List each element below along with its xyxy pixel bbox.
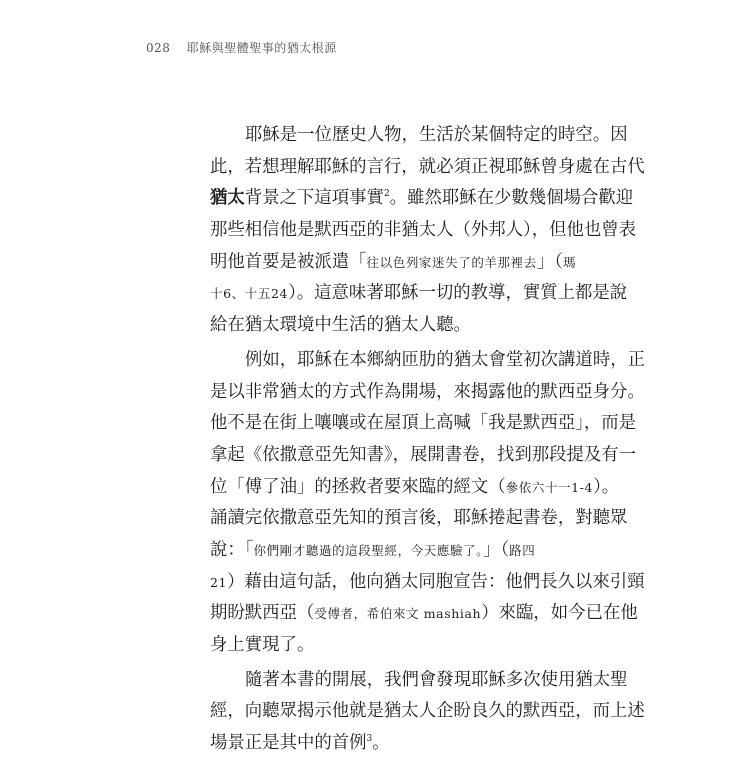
text-span: 給在猶太環境中生活的猶太人聽。 — [210, 315, 471, 336]
text-span: 。 — [372, 733, 390, 754]
footnote-marker: 3 — [366, 734, 373, 745]
text-span: 耶穌是一位歷史人物，生活於某個特定的時空。因 — [245, 125, 628, 145]
text-line — [210, 377, 645, 409]
text-span: 期盼默西亞（ — [210, 603, 315, 624]
body-text — [210, 120, 645, 760]
text-line — [210, 535, 570, 567]
text-line — [210, 567, 645, 599]
quoted-text: 21 — [210, 574, 228, 590]
page-number: 028 — [146, 41, 171, 55]
emphasis-text: 猶太 — [210, 188, 245, 209]
text-span: 」（ — [483, 539, 510, 560]
text-line — [210, 503, 628, 535]
text-line — [210, 696, 645, 728]
text-span: 。雖然耶穌在少數幾個場合歡迎 — [389, 188, 634, 209]
text-line — [210, 408, 637, 440]
text-span: 誦讀完依撒意亞先知的預言後，耶穌捲起書卷，對聽眾 — [210, 508, 628, 529]
running-head-title: 耶穌與聖體聖事的猶太根源 — [186, 41, 337, 55]
text-span: 那些相信他是默西亞的非猶太人（外邦人），但他也曾表 — [210, 220, 637, 241]
quoted-text: 路四 — [509, 542, 536, 558]
text-line — [210, 665, 628, 697]
text-span: ）藉由這句話，他向猶太同胞宣告：他們長久以來引頸 — [227, 571, 645, 592]
text-span: 他不是在街上嚷嚷或在屋頂上高喊「我是默西亞」，而是 — [210, 413, 637, 434]
text-span: ）。這意味著耶穌一切的教導，實質上都是說 — [288, 283, 628, 304]
footnote-marker: 2 — [383, 189, 390, 200]
text-span: 場景正是其中的首例 — [210, 733, 367, 754]
quoted-text: 十6、十五24 — [210, 286, 289, 302]
text-line — [210, 472, 620, 504]
text-line — [210, 310, 570, 342]
text-span: 背景之下這項事實 — [244, 188, 384, 209]
text-line — [210, 247, 577, 279]
quoted-text: 受傅者，希伯來文 mashiah — [314, 606, 482, 622]
text-span: ）。 — [593, 476, 620, 497]
text-line — [210, 120, 628, 152]
quoted-text: 參依六十一1-4 — [505, 479, 594, 495]
text-line — [210, 630, 570, 662]
text-line — [210, 183, 634, 215]
text-span: 是以非常猶太的方式作為開場，來揭露他的默西亞身分。 — [210, 381, 645, 402]
text-span: 位「傅了油」的拯救者要來臨的經文（ — [210, 476, 506, 497]
text-span: 明他首要是被派遣「 — [210, 251, 367, 272]
running-head — [146, 39, 337, 56]
text-line — [210, 278, 628, 310]
quoted-text: 瑪 — [562, 254, 577, 270]
text-span: 拿起《依撒意亞先知書》，展開書卷，找到那段提及有一 — [210, 444, 637, 465]
text-line — [210, 440, 637, 472]
quoted-text: 你們剛才聽過的這段聖經，今天應驗了。 — [253, 542, 484, 558]
text-span: 隨著本書的開展，我們會發現耶穌多次使用猶太聖 — [245, 669, 628, 690]
text-line — [210, 598, 638, 630]
text-span: 」（ — [536, 251, 563, 272]
text-span: 例如，耶穌在本鄉納匝肋的猶太會堂初次講道時，正 — [245, 349, 645, 370]
text-span: 身上實現了。 — [210, 635, 315, 655]
text-span: ）來臨，如今已在他 — [481, 603, 638, 624]
text-line — [210, 215, 637, 247]
quoted-text: 往以色列家迷失了的羊那裡去 — [366, 254, 537, 270]
text-line — [210, 152, 645, 184]
text-span: 此，若想理解耶穌的言行，就必須正視耶穌曾身處在古代 — [210, 156, 645, 177]
text-line — [210, 345, 645, 377]
text-span: 說：「 — [210, 539, 254, 560]
text-span: 經，向聽眾揭示他就是猶太人企盼良久的默西亞，而上述 — [210, 701, 645, 722]
text-line — [210, 728, 570, 760]
